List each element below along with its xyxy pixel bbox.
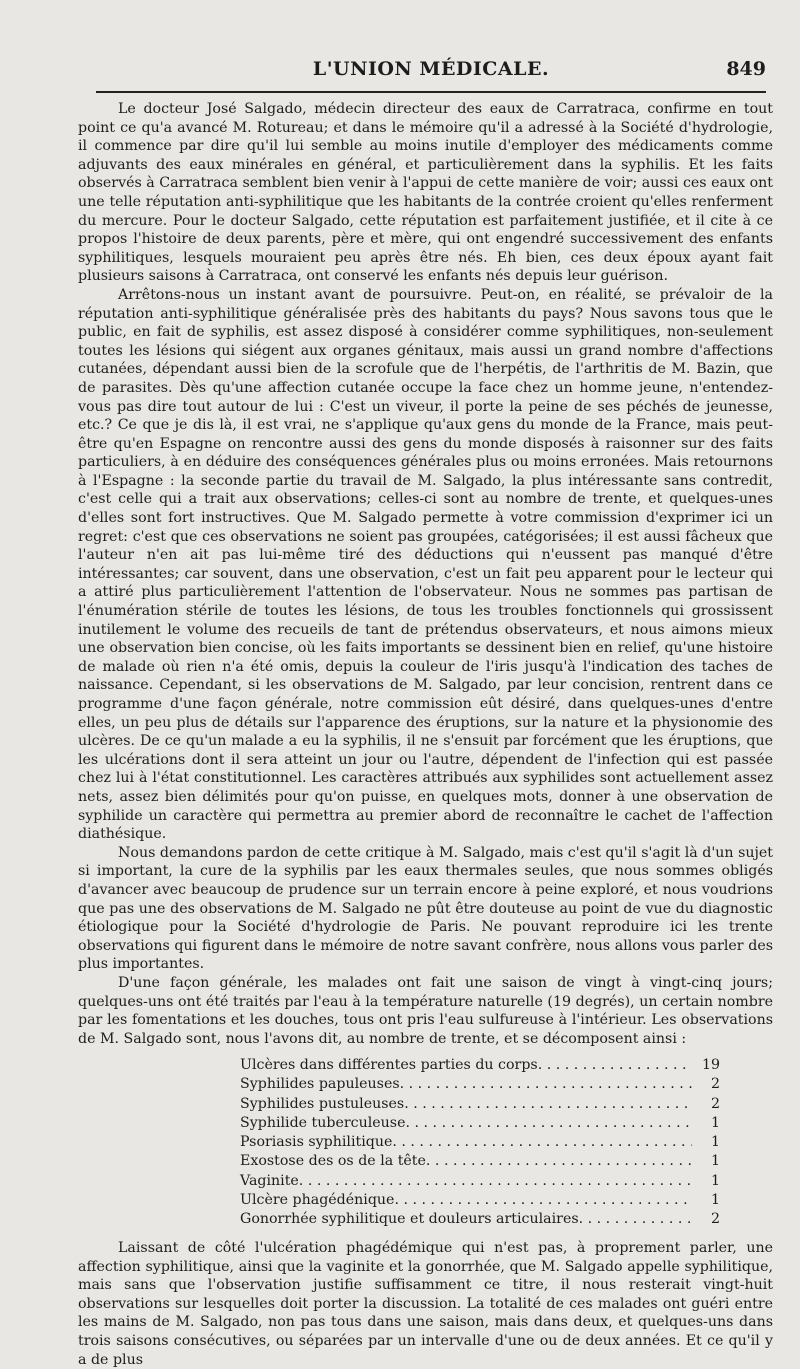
case-count: 2: [710, 1210, 720, 1227]
header-rule: [96, 91, 766, 93]
case-count: 1: [710, 1114, 720, 1131]
case-count: 1: [710, 1134, 720, 1151]
case-label: Ulcères dans différentes parties du corps: [240, 1057, 538, 1074]
paragraph-apology: Nous demandons pardon de cette critique à M. Salgado, mais c'est qu'il s'agit là d'un sujet si important, la cure de la syphilis par les eaux thermales seules, que nous sommes obligés d'avancer avec beaucoup de prudence sur un terrain encore à peine exploré, et nous voudrions que pas une des observations de M. Salgado ne pût être douteuse au point de vue du diagnostic étiologique pour la Société d'hydrologie de Paris. Ne pouvant reproduire ici les trente observations qui figurent dans le mémoire de notre savant confrère, nous allons vous parler des plus importantes.: [78, 844, 773, 973]
case-label: Ulcère phagédénique: [240, 1191, 395, 1208]
paragraph-closing: Laissant de côté l'ulcération phagédémique qui n'est pas, à proprement parler, une affection syphilitique, ainsi que la vaginite et la gonorrhée, que M. Salgado appelle syphilitique, mais sans que l'observation justifie suffisamment ce titre, il nous resterait vingt-huit observations sur lesquelles doit porter la discussion. La totalité de ces malades ont guéri entre les mains de M. Salgado, non pas tous dans une saison, mais dans deux, et quelques-uns dans trois saisons consécutives, ou séparées par un intervalle d'une ou de deux années. Et ce qu'il y a de plus: [78, 1240, 773, 1368]
case-count: 2: [710, 1095, 720, 1112]
leader-dots: [538, 1056, 692, 1075]
leader-dots: [299, 1172, 692, 1191]
table-row: [240, 1210, 720, 1229]
case-count: 1: [710, 1153, 720, 1170]
case-count: 19: [701, 1057, 720, 1074]
case-label: Syphilides pustuleuses: [240, 1095, 405, 1112]
article-body: [78, 100, 773, 1369]
journal-title: L'UNION MÉDICALE.: [312, 58, 550, 80]
case-label: Syphilides papuleuses: [240, 1076, 400, 1093]
leader-dots: [579, 1210, 692, 1229]
case-label: Gonorrhée syphilitique et douleurs articulaires: [240, 1210, 579, 1227]
case-label: Syphilide tuberculeuse: [240, 1114, 406, 1131]
leader-dots: [392, 1133, 692, 1152]
leader-dots: [394, 1191, 692, 1210]
table-row: [240, 1133, 720, 1152]
case-label: Vaginite: [240, 1172, 299, 1189]
paragraph-treatment: D'une façon générale, les malades ont fait une saison de vingt à vingt-cinq jours; quelques-uns ont été traités par l'eau à la température naturelle (19 degrés), un certain nombre par les fomentations et les douches, tous ont pris l'eau sulfureuse à l'intérieur. Les observations de M. Salgado sont, nous l'avons dit, au nombre de trente, et se décomposent ainsi :: [78, 974, 773, 1047]
page-number: 849: [726, 58, 766, 80]
leader-dots: [404, 1095, 692, 1114]
case-count: 1: [710, 1191, 720, 1208]
case-count: 1: [710, 1172, 720, 1189]
table-row: [240, 1056, 720, 1075]
table-row: [240, 1152, 720, 1171]
case-breakdown-table: [240, 1056, 720, 1229]
leader-dots: [426, 1152, 692, 1171]
table-row: [240, 1095, 720, 1114]
case-count: 2: [710, 1076, 720, 1093]
page-header: [96, 58, 766, 84]
case-label: Exostose des os de la tête: [240, 1153, 426, 1170]
table-row: [240, 1075, 720, 1094]
leader-dots: [400, 1075, 692, 1094]
table-row: [240, 1172, 720, 1191]
paragraph-salgado-intro: Le docteur José Salgado, médecin directeur des eaux de Carratraca, confirme en tout point ce qu'a avancé M. Rotureau; et dans le mémoire qu'il a adressé à la Société d'hydrologie, il commence par dire qu'il lui semble au moins inutile d'employer des médicaments comme adjuvants des eaux minérales en général, et particulièrement dans la syphilis. Et les faits observés à Carratraca semblent bien venir à l'appui de cette manière de voir; aussi ces eaux ont une telle réputation anti-syphilitique que les habitants de la contrée croient qu'elles renferment du mercure. Pour le docteur Salgado, cette réputation est parfaitement justifiée, et il cite à ce propos l'histoire de deux parents, père et mère, qui ont engendré successivement des enfants syphilitiques, lesquels mouraient peu après être nés. Eh bien, ces deux époux ayant fait plusieurs saisons à Carratraca, ont conservé les enfants nés depuis leur guérison.: [78, 101, 773, 285]
case-label: Psoriasis syphilitique: [240, 1134, 393, 1151]
leader-dots: [405, 1114, 692, 1133]
table-row: [240, 1191, 720, 1210]
table-row: [240, 1114, 720, 1133]
paragraph-reputation-critique: Arrêtons-nous un instant avant de poursuivre. Peut-on, en réalité, se prévaloir de la réputation anti-syphilitique généralisée près des habitants du pays? Nous savons tous que le public, en fait de syphilis, est assez disposé à considérer comme syphilitiques, non-seulement toutes les lésions qui siégent aux organes génitaux, mais aussi un grand nombre d'affections cutanées, dépendant aussi bien de la scrofule que de l'herpétis, de l'arthritis de M. Bazin, que de parasites. Dès qu'une affection cutanée occupe la face chez un homme jeune, n'entendez-vous pas dire tout autour de lui : C'est un viveur, il porte la peine de ses péchés de jeunesse, etc.? Ce que je dis là, il est vrai, ne s'applique qu'aux gens du monde de la France, mais peut-être qu'en Espagne on rencontre aussi des gens du monde disposés à raisonner sur des faits particuliers, à en déduire des conséquences générales plus ou moins erronées. Mais retournons à l'Espagne : la seconde partie du travail de M. Salgado, la plus intéressante sans contredit, c'est celle qui a trait aux observations; celles-ci sont au nombre de trente, et quelques-unes d'elles sont fort instructives. Que M. Salgado permette à votre commission d'exprimer ici un regret: c'est que ces observations ne soient pas groupées, catégorisées; il est aussi fâcheux que l'auteur n'en ait pas lui-même tiré des déductions qui n'eussent pas manqué d'être intéressantes; car souvent, dans une observation, c'est un fait peu apparent pour le lecteur qui a attiré plus particulièrement l'attention de l'observateur. Nous ne sommes pas partisan de l'énumération stérile de toutes les lésions, de tous les troubles fonctionnels qui grossissent inutilement le volume des recueils de tant de prétendus observateurs, et nous aimons mieux une observation bien concise, où les faits importants se dessinent bien en relief, qu'une histoire de malade où rien n'a été omis, depuis la couleur de l'iris jusqu'à l'indication des taches de naissance. Cependant, si les observations de M. Salgado, par leur concision, rentrent dans ce programme d'une façon générale, notre commission eût désiré, dans quelques-unes d'entre elles, un peu plus de détails sur l'apparence des éruptions, sur la nature et la physionomie des ulcères. De ce qu'un malade a eu la syphilis, il ne s'ensuit par forcément que les éruptions, que les ulcérations dont il sera atteint un jour ou l'autre, dépendent de l'infection qui est passée chez lui à l'état constitutionnel. Les caractères attribués aux syphilides sont actuellement assez nets, assez bien délimités pour qu'on puisse, en quelques mots, donner à une observation de syphilide un caractère qui permettra au premier abord de reconnaître le cachet de l'affection diathésique.: [78, 286, 773, 843]
